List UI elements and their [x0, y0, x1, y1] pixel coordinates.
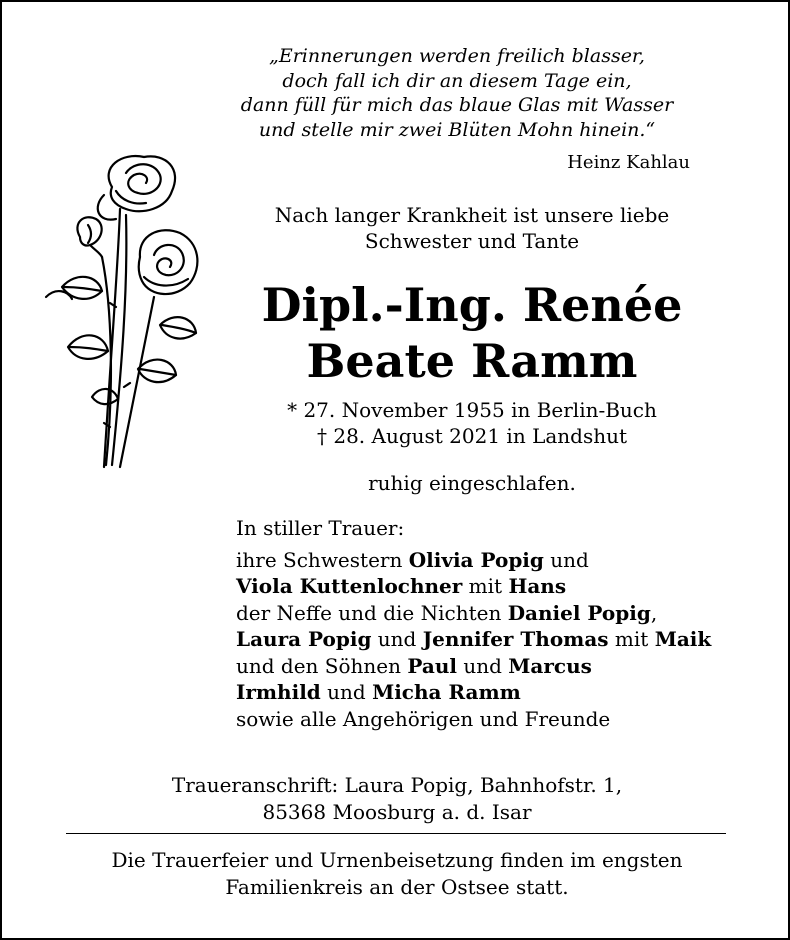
mourners-line — [236, 653, 711, 680]
funeral-info — [42, 847, 752, 901]
mourner-name: Marcus — [508, 653, 592, 678]
divider — [66, 833, 726, 834]
mourners-text: , — [650, 600, 658, 625]
mourner-name: Viola Kuttenlochner — [236, 574, 463, 598]
mourners-text: mit — [462, 574, 509, 598]
mourning-address — [42, 772, 752, 826]
mourners-line — [236, 626, 711, 653]
life-dates — [232, 397, 712, 449]
mourner-name: Jennifer Thomas — [422, 627, 609, 651]
mourner-name: Hans — [508, 574, 567, 598]
deceased-name — [232, 277, 712, 389]
mourners-text: der Neffe und die Nichten — [236, 600, 508, 625]
quote-line: dann füll für mich das blaue Glas mit Wasser — [240, 94, 674, 116]
funeral-line: Familienkreis an der Ostsee statt. — [225, 875, 569, 899]
mourners-text: ihre Schwestern — [236, 547, 409, 572]
mourner-name: Olivia Popig — [408, 547, 544, 572]
quote-line: und stelle mir zwei Blüten Mohn hinein.“ — [258, 118, 656, 141]
mourner-name: Irmhild — [236, 680, 321, 704]
rose-illustration-icon — [42, 147, 202, 472]
passed-text: ruhig eingeschlafen. — [368, 471, 576, 495]
mourners-text: mit — [608, 627, 655, 651]
mourners-text: und — [543, 547, 589, 572]
deceased-name-line: Beate Ramm — [306, 334, 638, 388]
mourner-name: Paul — [407, 653, 457, 678]
birth-date: * 27. November 1955 in Berlin-Buch — [287, 398, 657, 422]
mourning-heading: In stiller Trauer: — [236, 516, 405, 540]
intro-text — [232, 202, 712, 254]
mourners-text: und den Söhnen — [236, 653, 408, 678]
death-date: † 28. August 2021 in Landshut — [316, 424, 628, 448]
mourners-line — [236, 600, 711, 627]
mourners-text: und — [371, 627, 423, 651]
funeral-line: Die Trauerfeier und Urnenbeisetzung finden im engsten — [111, 848, 683, 872]
quote-line: doch fall ich dir an diesem Tage ein, — [282, 69, 632, 92]
mourner-name: Maik — [654, 627, 712, 651]
mourners-line — [236, 679, 711, 706]
mourners-list — [236, 515, 711, 732]
deceased-name-line: Dipl.-Ing. Renée — [261, 278, 683, 332]
quote-line: „Erinnerungen werden freilich blasser, — [269, 45, 645, 67]
mourner-name: Daniel Popig — [507, 600, 651, 625]
address-line: 85368 Moosburg a. d. Isar — [262, 800, 532, 824]
quote-author: Heinz Kahlau — [567, 152, 690, 173]
intro-line: Schwester und Tante — [364, 229, 580, 253]
mourners-line — [236, 573, 711, 600]
mourners-line: sowie alle Angehörigen und Freunde — [236, 706, 611, 731]
mourner-name: Micha Ramm — [372, 680, 521, 704]
mourners-text: und — [320, 680, 373, 704]
mourners-text: und — [457, 653, 509, 678]
mourners-line — [236, 547, 711, 574]
intro-line: Nach langer Krankheit ist unsere liebe — [274, 203, 670, 227]
mourner-name: Laura Popig — [236, 627, 372, 651]
address-line: Traueranschrift: Laura Popig, Bahnhofstr. 1, — [171, 773, 623, 797]
poem-quote — [207, 44, 707, 142]
